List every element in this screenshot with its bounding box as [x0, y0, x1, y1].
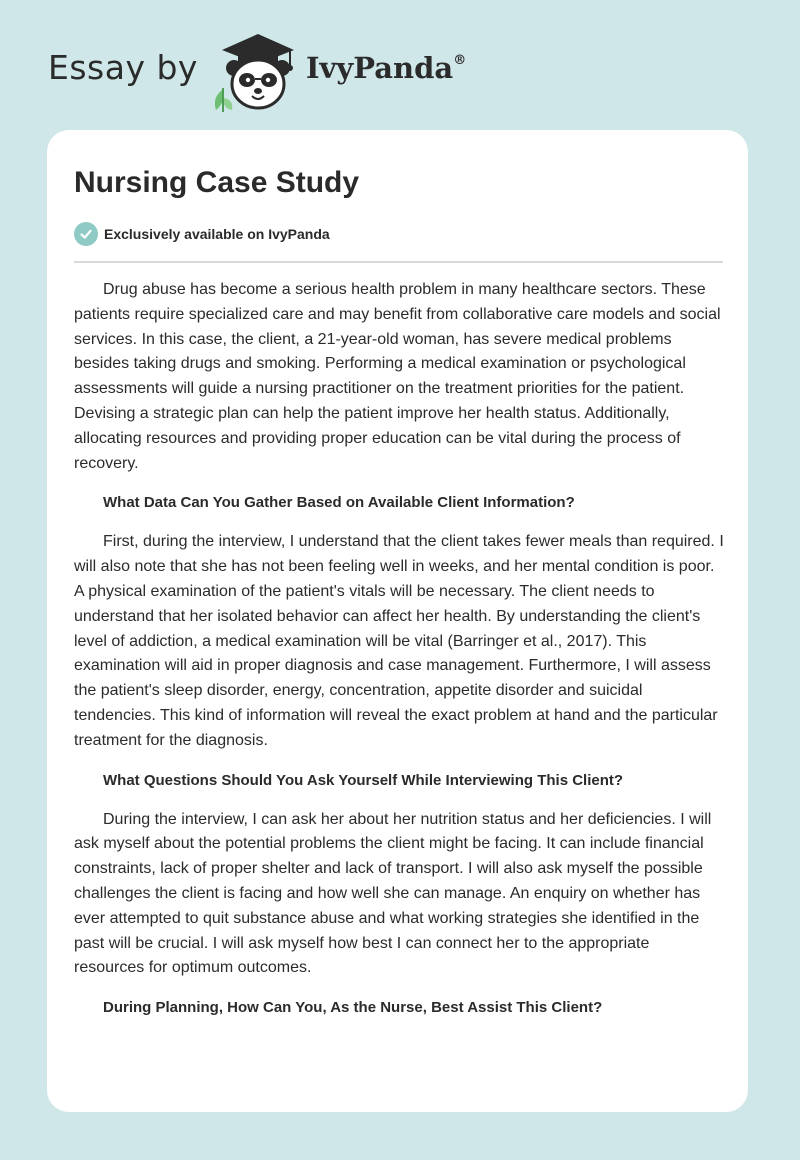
- brand-name: IvyPanda®: [305, 51, 467, 85]
- paragraph: Drug abuse has become a serious health problem in many healthcare sectors. These patients require specialized care and may benefit from collaborative care models and social services. In this case, the client, a 21-year-old woman, has severe medical problems besides taking drugs and smoking. Performing a medical examination or psychological assessments will guide a nursing practitioner on the treatment priorities for the patient. Devising a strategic plan can help the patient improve her health status. Additionally, allocating resources and providing proper education can be vital during the process of recovery.: [74, 281, 721, 472]
- exclusive-badge: [74, 222, 330, 246]
- essay-body: [74, 278, 724, 1035]
- exclusive-badge-label: Exclusively available on IvyPanda: [104, 226, 330, 242]
- section-heading: During Planning, How Can You, As the Nurse, Best Assist This Client?: [103, 999, 603, 1017]
- check-circle-icon: [74, 222, 98, 246]
- essay-by-label: Essay by: [48, 47, 198, 87]
- registered-mark: ®: [453, 53, 467, 68]
- paragraph: During the interview, I can ask her about her nutrition status and her deficiencies. I will ask myself about the potential problems the client might be facing. It can include financial constraints, lack of proper shelter and lack of transport. I will also ask myself the possible challenges the client is facing and how well she can manage. An enquiry on whether has ever attempted to quit substance abuse and what working strategies she identified in the past will be crucial. I will ask myself how best I can connect her to the appropriate resources for optimum outcomes.: [74, 810, 712, 977]
- page-title: Nursing Case Study: [74, 166, 360, 199]
- panda-graduate-icon[interactable]: [208, 28, 304, 112]
- essay-card: [47, 130, 748, 1112]
- paragraph: First, during the interview, I understand that the client takes fewer meals than required. I will also note that she has not been feeling well in weeks, and her mental condition is poor. A physical examination of the patient's vitals will be necessary. The client needs to understand that her isolated behavior can affect her health. By understanding the client's level of addiction, a medical examination will be vital (Barringer et al., 2017). This examination will aid in proper diagnosis and case management. Furthermore, I will assess the patient's sleep disorder, energy, concentration, appetite disorder and suicidal tendencies. This kind of information will reveal the exact problem at hand and the particular treatment for the diagnosis.: [74, 533, 724, 749]
- title-divider: [74, 261, 723, 263]
- section-heading: What Data Can You Gather Based on Available Client Information?: [103, 494, 575, 512]
- site-header: [48, 28, 466, 112]
- section-heading: What Questions Should You Ask Yourself While Interviewing This Client?: [103, 771, 624, 789]
